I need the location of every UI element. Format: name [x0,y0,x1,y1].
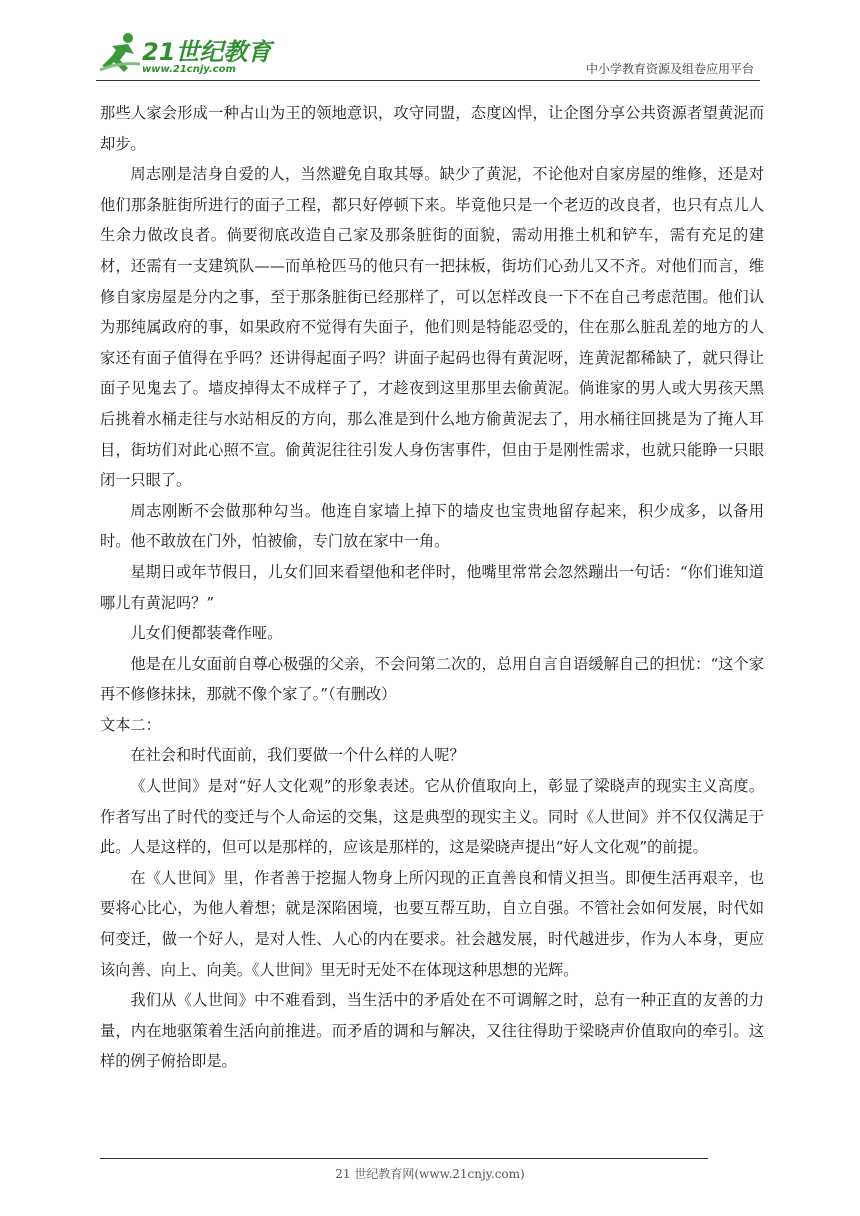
article-body [100,98,764,1077]
header-divider [96,80,760,81]
paragraph: 儿女们便都装聋作哑。 [130,624,283,643]
page-header [96,30,760,80]
logo-url: www.21cnjy.com [142,64,236,75]
paragraph: 《人世间》是对“好人文化观”的形象表述。它从价值取向上，彰显了梁晓声的现实主义高度。作者写出了时代的变迁与个人命运的交集，这是典型的现实主义。同时《人世间》并不仅仅满足于此。人是这样的，但可以是那样的，应该是那样的，这是梁晓声提出“好人文化观”的前提。 [100,777,764,857]
paragraph: 他是在儿女面前自尊心极强的父亲，不会问第二次的，总用自言自语缓解自己的担忧：“这个家再不修修抹抹，那就不像个家了。”（有删改） [100,654,764,704]
runner-logo-icon [98,32,142,74]
site-logo[interactable] [96,30,276,78]
paragraph: 周志刚是洁身自爱的人，当然避免自取其辱。缺少了黄泥，不论他对自家房屋的维修，还是对他们那条脏街所进行的面子工程，都只好停顿下来。毕竟他只是一个老迈的改良者，也只有点儿人生余力做改良者。倘要彻底改造自己家及那条脏街的面貌，需动用推土机和铲车，需有充足的建材，还需有一支建筑队——而单枪匹马的他只有一把抹板，街坊们心劲儿又不齐。对他们而言，维修自家房屋是分内之事，至于那条脏街已经那样了，可以怎样改良一下不在自己考虑范围。他们认为那纯属政府的事，如果政府不觉得有失面子，他们则是特能忍受的，住在那么脏乱差的地方的人家还有面子值得在乎吗？还讲得起面子吗？讲面子起码也得有黄泥呀，连黄泥都稀缺了，就只得让面子见鬼去了。墙皮掉得太不成样子了，才趁夜到这里那里去偷黄泥。倘谁家的男人或大男孩天黑后挑着水桶走往与水站相反的方向，那么准是到什么地方偷黄泥去了，用水桶往回挑是为了掩人耳目，街坊们对此心照不宣。偷黄泥往往引发人身伤害事件，但由于是刚性需求，也就只能睁一只眼闭一只眼了。 [100,165,764,490]
footer-divider [100,1158,708,1159]
section-label: 文本二： [100,715,161,734]
paragraph: 星期日或年节假日，儿女们回来看望他和老伴时，他嘴里常常会忽然蹦出一句话：“你们谁知道哪儿有黄泥吗？” [100,562,764,612]
paragraph: 周志刚断不会做那种勾当。他连自家墙上掉下的墙皮也宝贵地留存起来，积少成多，以备用时。他不敢放在门外，怕被偷，专门放在家中一角。 [100,501,764,551]
paragraph: 那些人家会形成一种占山为王的领地意识，攻守同盟，态度凶悍，让企图分享公共资源者望黄泥而却步。 [100,104,764,153]
platform-title: 中小学教育资源及组卷应用平台 [585,62,754,76]
page-footer[interactable]: 21 世纪教育网(www.21cnjy.com) [335,1167,525,1181]
paragraph: 我们从《人世间》中不难看到，当生活中的矛盾处在不可调解之时，总有一种正直的友善的力量，内在地驱策着生活向前推进。而矛盾的调和与解决，又往往得助于梁晓声价值取向的牵引。这样的例子俯拾即是。 [100,991,764,1071]
logo-text: 21世纪教育 [142,38,272,66]
paragraph: 在《人世间》里，作者善于挖掘人物身上所闪现的正直善良和情义担当。即便生活再艰辛，也要将心比心，为他人着想；就是深陷困境，也要互帮互助，自立自强。不管社会如何发展，时代如何变迁，做一个好人，是对人性、人心的内在要求。社会越发展，时代越进步，作为人本身，更应该向善、向上、向美。《人世间》里无时无处不在体现这种思想的光辉。 [100,868,764,979]
paragraph: 在社会和时代面前，我们要做一个什么样的人呢？ [130,746,465,765]
